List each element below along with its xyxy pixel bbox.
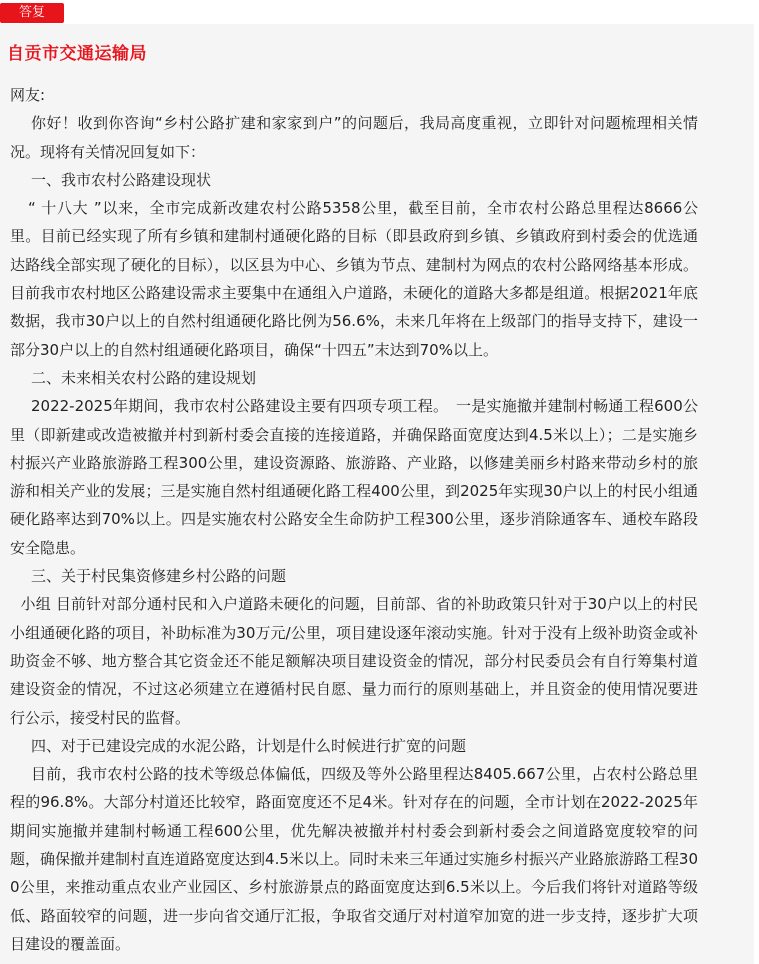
reply-paragraph: “ 十八大 ”以来，全市完成新改建农村公路5358公里，截至目前，全市农村公路总里程达8666公里。目前已经实现了所有乡镇和建制村通硬化路的目标（即县政府到乡镇、乡镇政府到村委会的优选通达路线全部实现了硬化的目标），以区县为中心、乡镇为节点、建制村为网点的农村公路网络基本形成。目前我市农村地区公路建设需求主要集中在通组入户道路，未硬化的道路大多都是组道。根据2021年底数据，我市30户以上的自然村组通硬化路比例为56.6%，未来几年将在上级部门的指导支持下，建设一部分30户以上的自然村组通硬化路项目，确保“十四五”末达到70%以上。	[10, 199, 698, 359]
section-heading: 一、我市农村公路建设现状	[31, 170, 212, 189]
reply-paragraph: 你好！收到你咨询“乡村公路扩建和家家到户”的问题后，我局高度重视，立即针对问题梳理相关情况。现将有关情况回复如下：	[10, 114, 698, 161]
reply-panel	[0, 24, 754, 964]
reply-tag: 答复	[0, 3, 64, 23]
section-heading: 四、对于已建设完成的水泥公路，计划是什么时候进行扩宽的问题	[31, 736, 467, 755]
organization-name: 自贡市交通运输局	[7, 44, 147, 64]
salutation: 网友:	[10, 86, 46, 104]
section-heading: 三、关于村民集资修建乡村公路的问题	[31, 567, 287, 586]
reply-paragraph: 小组 目前针对部分通村民和入户道路未硬化的问题，目前部、省的补助政策只针对于30户以上的村民小组通硬化路的项目，补助标准为30万元/公里，项目建设逐年滚动实施。针对于没有上级补助资金或补助资金不够、地方整合其它资金还不能足额解决项目建设资金的情况，部分村民委员会有自行筹集村道建设资金的情况，不过这必须建立在遵循村民自愿、量力而行的原则基础上，并且资金的使用情况要进行公示，接受村民的监督。	[10, 595, 698, 727]
section-heading: 二、未来相关农村公路的建设规划	[31, 368, 257, 387]
reply-paragraph: 2022-2025年期间，我市农村公路建设主要有四项专项工程。 一是实施撤并建制村畅通工程600公里（即新建或改造被撤并村到新村委会直接的连接道路，并确保路面宽度达到4.5米以上）；二是实施乡村振兴产业路旅游路工程300公里，建设资源路、旅游路、产业路，以修建美丽乡村路来带动乡村的旅游和相关产业的发展；三是实施自然村组通硬化路工程400公里，到2025年实现30户以上的村民小组通硬化路率达到70%以上。四是实施农村公路安全生命防护工程300公里，逐步消除通客车、通校车路段安全隐患。	[10, 397, 698, 557]
reply-body	[10, 81, 698, 958]
reply-paragraph: 目前，我市农村公路的技术等级总体偏低，四级及等外公路里程达8405.667公里，占农村公路总里程的96.8%。大部分村道还比较窄，路面宽度还不足4米。针对存在的问题，全市计划在2022-2025年期间实施撤并建制村畅通工程600公里，优先解决被撤并村村委会到新村委会之间道路宽度较窄的问题，确保撤并建制村直连道路宽度达到4.5米以上。同时未来三年通过实施乡村振兴产业路旅游路工程300公里，来推动重点农业产业园区、乡村旅游景点的路面宽度达到6.5米以上。今后我们将针对道路等级低、路面较窄的问题，进一步向省交通厅汇报，争取省交通厅对村道窄加宽的进一步支持，逐步扩大项目建设的覆盖面。	[10, 765, 698, 953]
